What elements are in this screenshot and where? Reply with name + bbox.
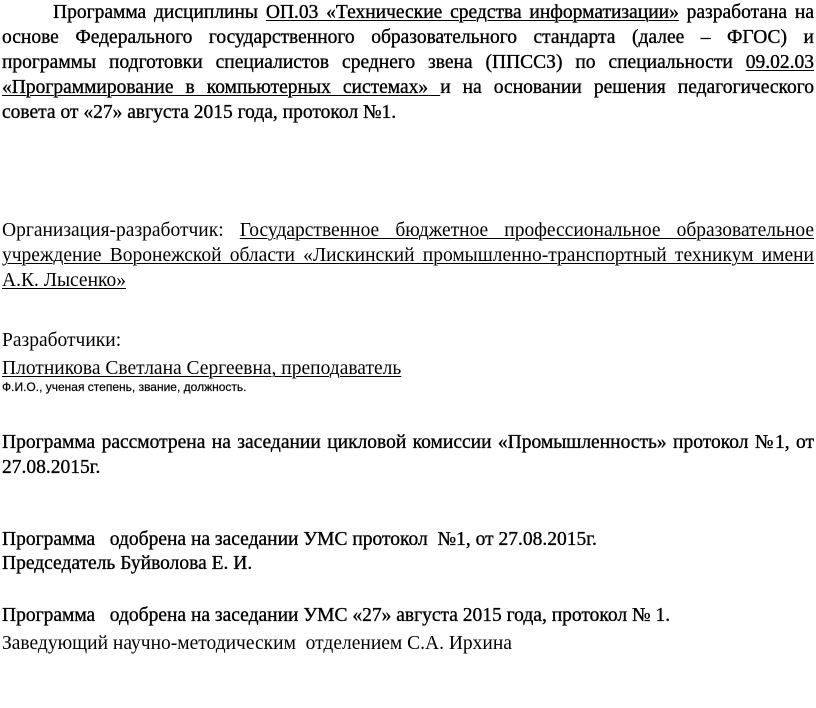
organization-name: Государственное бюджетное профессиональное образовательное учреждение Воронежской области «Лискинский промышленно-транспортный техникум имени А.К. Лысенко»	[2, 220, 814, 291]
discipline-name: ОП.03 «Технические средства информатизации»	[265, 2, 679, 23]
approval2-line1: Программа одобрена на заседании УМС «27» августа 2015 года, протокол № 1.	[2, 605, 671, 626]
intro-middle: разработана на основе Федерального государственного образовательного стандарта (далее – ФГОС) и программы подготовки специалистов среднего звена (ППССЗ) по специальности	[2, 2, 814, 73]
developers-label: Разработчики:	[2, 330, 122, 351]
specialty-code: 09.02.03 «Программирование в компьютерных системах»	[2, 52, 814, 98]
developer-caption: Ф.И.О., ученая степень, звание, должность.	[2, 380, 247, 394]
organization-label: Организация-разработчик:	[2, 220, 240, 241]
approval1-line1: Программа одобрена на заседании УМС протокол №1, от 27.08.2015г.	[2, 529, 597, 550]
intro-suffix: и на основании решения педагогического совета от «27» августа 2015 года, протокол №1.	[2, 77, 815, 123]
review-paragraph: Программа рассмотрена на заседании цикловой комиссии «Промышленность» протокол №1, от 27.08.2015г.	[2, 432, 814, 478]
program-intro-paragraph	[2, 0, 814, 125]
developer-person	[2, 356, 814, 381]
approval2-line2: Заведующий научно-методическим отделением С.А. Ирхина	[2, 633, 512, 654]
developer-name: Плотникова Светлана Сергеевна, преподаватель	[2, 358, 402, 379]
approval1-line2: Председатель Буйволова Е. И.	[2, 553, 253, 574]
intro-prefix: Программа дисциплины	[53, 2, 266, 23]
organization-paragraph	[2, 218, 814, 293]
